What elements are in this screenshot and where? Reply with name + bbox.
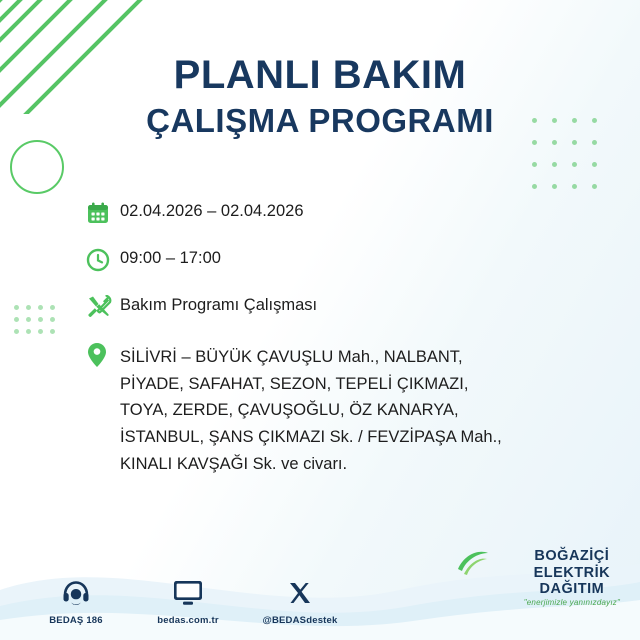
info-list	[86, 200, 556, 478]
dot-grid-left-decoration	[14, 305, 62, 341]
info-row-time	[86, 247, 556, 273]
monitor-icon	[146, 576, 230, 610]
footer	[0, 548, 640, 626]
location-pin-icon	[86, 341, 120, 367]
date-text: 02.04.2026 – 02.04.2026	[120, 202, 304, 220]
calendar-icon	[86, 200, 120, 226]
x-social-icon	[258, 576, 342, 610]
clock-icon	[86, 247, 120, 273]
brand-line-1: BOĞAZİÇİ	[534, 548, 610, 565]
address-line: SİLİVRİ – BÜYÜK ÇAVUŞLU Mah., NALBANT,	[120, 348, 463, 366]
info-row-address	[86, 341, 556, 478]
address-text	[120, 341, 502, 478]
info-row-date	[86, 200, 556, 226]
contact-label: BEDAŞ 186	[49, 615, 103, 626]
time-text: 09:00 – 17:00	[120, 249, 221, 267]
title-line-2: ÇALIŞMA PROGRAMI	[146, 102, 494, 139]
brand-slogan: "enerjimizle yanınızdayız"	[523, 598, 620, 608]
title-line-1: PLANLI BAKIM	[173, 53, 467, 97]
brand-logo	[524, 548, 620, 608]
headset-icon	[34, 576, 118, 610]
contact-label: bedas.com.tr	[157, 615, 219, 626]
contact-website[interactable]	[146, 576, 230, 626]
contact-list	[0, 576, 342, 626]
brand-line-2: ELEKTRİK	[533, 564, 611, 581]
contact-phone[interactable]	[34, 576, 118, 626]
circle-outline-decoration	[10, 140, 64, 194]
brand-swoosh-icon	[456, 547, 490, 582]
address-line: İSTANBUL, ŞANS ÇIKMAZI Sk. / FEVZİPAŞA Mah.,	[120, 428, 502, 447]
address-line: PİYADE, SAFAHAT, SEZON, TEPELİ ÇIKMAZI,	[120, 374, 469, 393]
contact-label: @BEDASdestek	[262, 615, 338, 626]
page-title	[0, 54, 640, 140]
info-row-work-type	[86, 294, 556, 320]
brand-line-3: DAĞITIM	[539, 580, 605, 597]
contact-social[interactable]	[258, 576, 342, 626]
work-type-text: Bakım Programı Çalışması	[120, 296, 318, 314]
tools-icon	[86, 294, 120, 320]
address-line: KINALI KAVŞAĞI Sk. ve civarı.	[120, 454, 348, 473]
address-line: TOYA, ZERDE, ÇAVUŞOĞLU, ÖZ KANARYA,	[120, 401, 459, 420]
